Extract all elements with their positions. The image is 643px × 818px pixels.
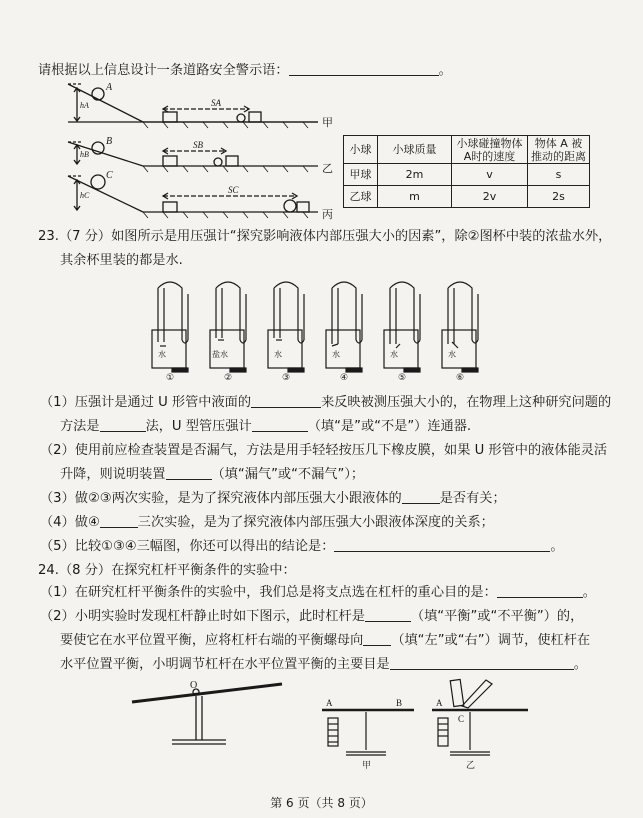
answer-blank[interactable] <box>402 490 440 504</box>
q24-part2-line2: 要使它在水平位置平衡，应将杠杆右端的平衡螺母向 （填“左”或“右”）调节，使杠杆在 <box>60 633 591 648</box>
track-yi-label: 乙 <box>322 162 333 175</box>
height-b-label: hB <box>80 150 89 159</box>
ball-b-label: B <box>106 136 113 147</box>
beaker-2-liquid: 盐水 <box>212 350 228 359</box>
beaker-5-liquid: 水 <box>390 350 398 359</box>
height-a-label: hA <box>80 101 89 110</box>
beaker-4-liquid: 水 <box>332 350 340 359</box>
q23-part1-line2: 方法是 法，U 型管压强计 （填“是”或“不是”）连通器. <box>60 419 472 434</box>
table-row: 乙球 m 2v 2s <box>344 186 590 208</box>
answer-blank[interactable] <box>166 466 212 480</box>
q23-part3: （3）做②③两次实验，是为了探究液体内部压强大小跟液体的 是否有关； <box>40 491 506 506</box>
beaker-5-number: ⑤ <box>398 373 407 383</box>
pivot-o-label: O <box>190 680 198 691</box>
pressure-gauge-figure <box>148 282 488 382</box>
answer-blank[interactable] <box>365 608 411 622</box>
figure-jia-label: 甲 <box>362 761 372 771</box>
answer-blank[interactable] <box>497 584 583 598</box>
answer-blank[interactable] <box>100 418 146 432</box>
answer-blank[interactable] <box>252 418 308 432</box>
ball-c-label: C <box>106 170 113 181</box>
prompt-text: 请根据以上信息设计一条道路安全警示语： <box>38 63 289 78</box>
answer-blank[interactable] <box>289 62 439 76</box>
beaker-6-liquid: 水 <box>448 350 456 359</box>
beaker-6-number: ⑥ <box>456 373 465 383</box>
table-row: 甲球 2m v s <box>344 164 590 186</box>
answer-blank[interactable] <box>363 632 391 646</box>
q23-part4: （4）做④ 三次实验，是为了探究液体内部压强大小跟液体深度的关系； <box>40 515 494 530</box>
beaker-1-number: ① <box>166 373 175 383</box>
beaker-3-liquid: 水 <box>274 350 282 359</box>
distance-a-label: SA <box>211 98 221 108</box>
page-footer: 第 6 页（共 8 页） <box>270 796 373 810</box>
point-a-label: A <box>326 698 333 708</box>
q24-part1: （1）在研究杠杆平衡条件的实验中，我们总是将支点选在杠杆的重心目的是： 。 <box>40 585 596 600</box>
beaker-4-number: ④ <box>340 373 349 383</box>
q23-stem-line1: 23.（7 分）如图所示是用压强计“探究影响液体内部压强大小的因素”，除②图杯中装的浓盐水外， <box>38 229 612 244</box>
q23-part2-line1: （2）使用前应检查装置是否漏气，方法是用手轻轻按压几下橡皮膜，如果 U 形管中的液体能灵活 <box>40 443 608 458</box>
tilted-lever-figure <box>132 678 282 748</box>
answer-blank[interactable] <box>334 538 550 552</box>
q23-part2-line2: 升降，则说明装置 （填“漏气”或“不漏气”）； <box>60 467 365 482</box>
q23-part5: （5）比较①③④三幅图，你还可以得出的结论是： 。 <box>40 539 564 554</box>
height-c-label: hC <box>80 191 90 200</box>
beaker-2-number: ② <box>224 373 233 383</box>
q23-stem-line2: 其余杯里装的都是水. <box>60 253 183 268</box>
ball-a-label: A <box>106 82 113 93</box>
figure-yi-label: 乙 <box>466 761 476 771</box>
track-jia-label: 甲 <box>322 116 333 129</box>
track-bing-label: 丙 <box>322 208 333 221</box>
q24-part2-line3: 水平位置平衡，小明调节杠杆在水平位置平衡的主要目是 。 <box>60 657 587 672</box>
beaker-3-number: ③ <box>282 373 291 383</box>
collision-data-table <box>343 135 590 208</box>
lever-figure-yi <box>432 676 542 772</box>
distance-b-label: SB <box>193 140 203 150</box>
point-a-label-yi: A <box>436 698 443 708</box>
safety-slogan-prompt: 请根据以上信息设计一条道路安全警示语： 。 <box>38 63 452 78</box>
point-c-label: C <box>458 714 465 724</box>
distance-c-label: SC <box>228 185 239 195</box>
q23-part1-line1: （1）压强计是通过 U 形管中液面的 来反映被测压强大小的，在物理上这种研究问题的 <box>40 395 612 410</box>
q24-stem: 24.（8 分）在探究杠杆平衡条件的实验中： <box>38 563 296 578</box>
beaker-1-liquid: 水 <box>158 350 166 359</box>
table-header-row: 小球 小球质量 小球碰撞物体A时的速度 物体 A 被推动的距离 <box>344 136 590 164</box>
answer-blank[interactable] <box>390 656 574 670</box>
answer-blank[interactable] <box>100 514 138 528</box>
lever-figure-jia <box>322 696 422 776</box>
answer-blank[interactable] <box>251 394 321 408</box>
q24-part2-line1: （2）小明实验时发现杠杆静止时如下图示，此时杠杆是 （填“平衡”或“不平衡”）的， <box>40 609 584 624</box>
point-b-label: B <box>396 698 403 708</box>
